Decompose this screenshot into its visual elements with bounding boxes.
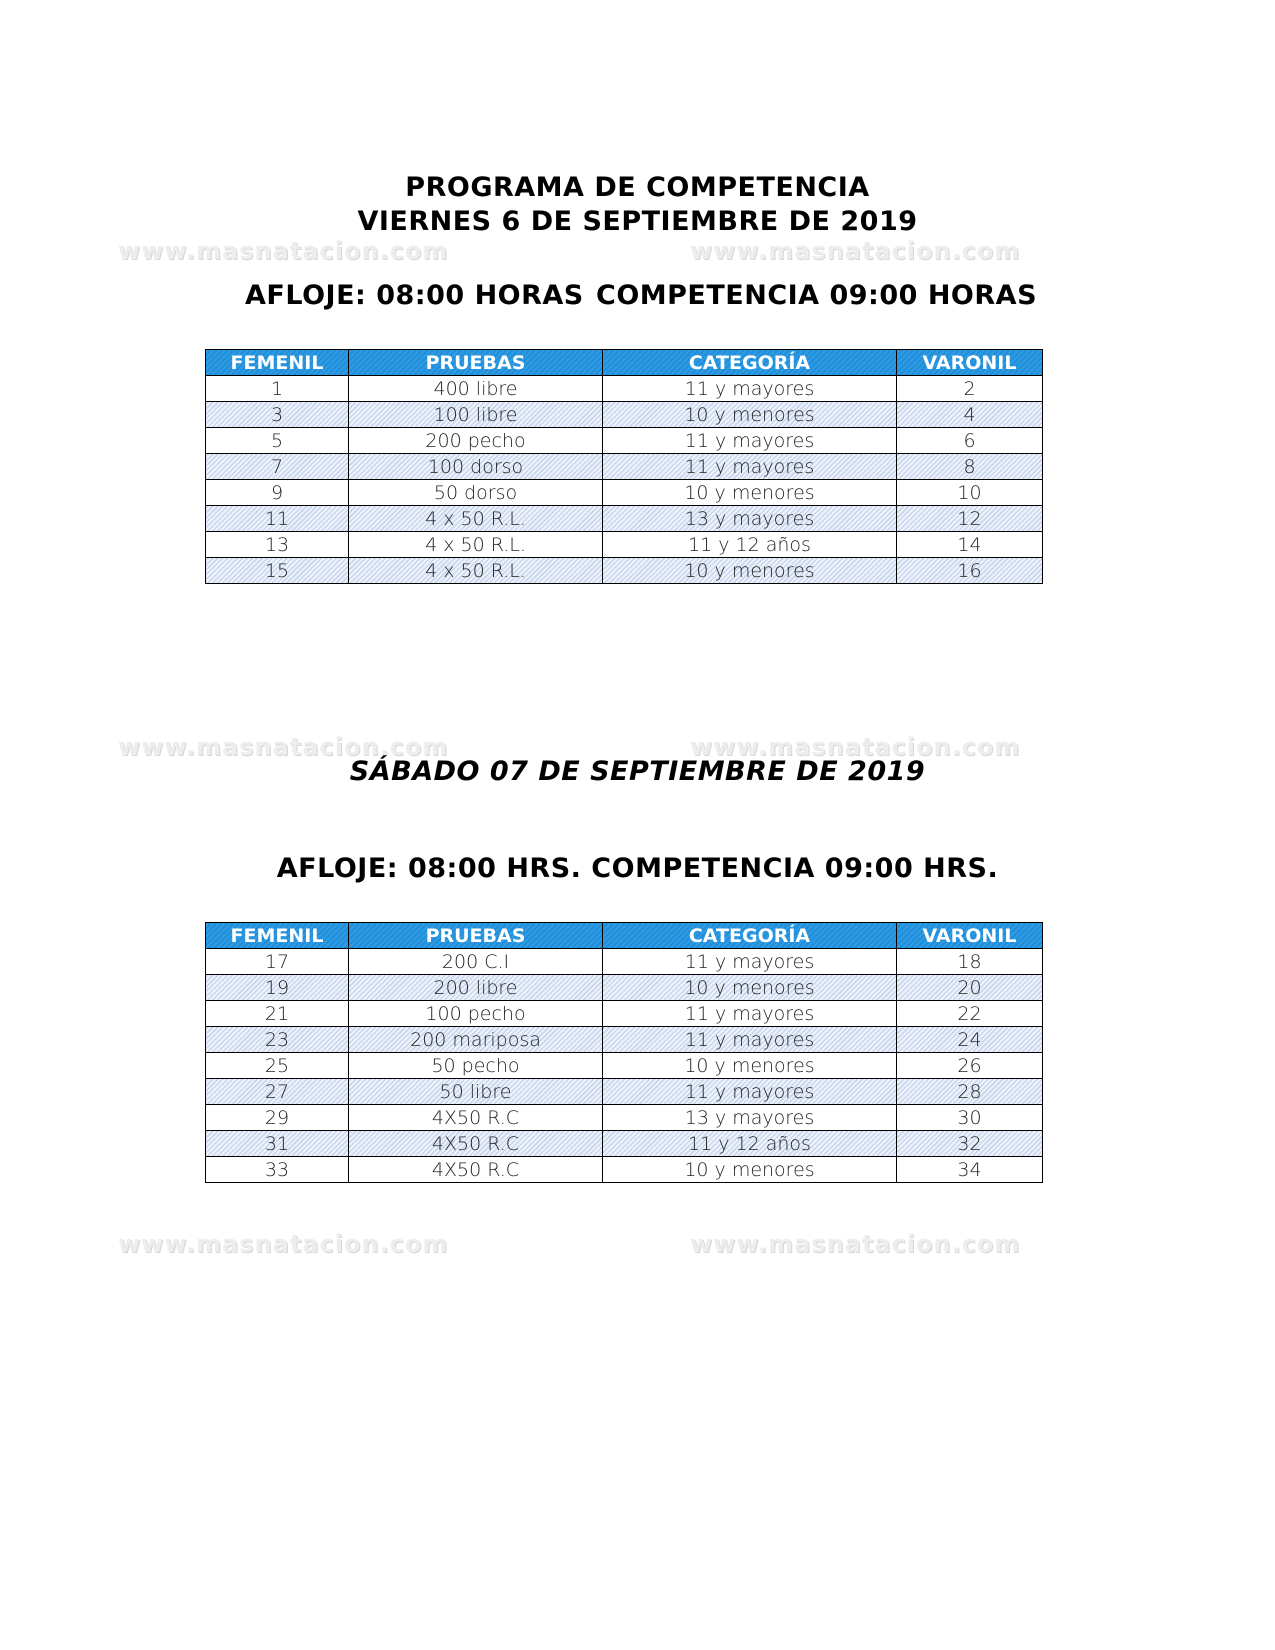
femenil-cell: 27 — [206, 1079, 349, 1105]
day2-schedule: AFLOJE: 08:00 HRS. COMPETENCIA 09:00 HRS. — [276, 853, 999, 884]
femenil-cell: 31 — [206, 1131, 349, 1157]
categoria-cell: 11 y mayores — [603, 428, 897, 454]
varonil-cell: 14 — [897, 532, 1043, 558]
watermark: www.masnatacion.com — [118, 733, 449, 761]
varonil-cell: 28 — [897, 1079, 1043, 1105]
categoria-cell: 11 y mayores — [603, 454, 897, 480]
table-row — [206, 506, 1043, 532]
femenil-cell: 19 — [206, 975, 349, 1001]
prueba-cell: 100 pecho — [349, 1001, 603, 1027]
table-row — [206, 1027, 1043, 1053]
prueba-cell: 4X50 R.C — [349, 1105, 603, 1131]
prueba-cell: 4X50 R.C — [349, 1131, 603, 1157]
table-header-row — [206, 350, 1043, 376]
table-row — [206, 532, 1043, 558]
categoria-cell: 11 y mayores — [603, 1079, 897, 1105]
day2-date: SÁBADO 07 DE SEPTIEMBRE DE 2019 — [349, 756, 926, 787]
prueba-cell: 400 libre — [349, 376, 603, 402]
prueba-cell: 200 pecho — [349, 428, 603, 454]
prueba-cell: 4 x 50 R.L. — [349, 506, 603, 532]
femenil-cell: 33 — [206, 1157, 349, 1183]
table-row — [206, 949, 1043, 975]
watermark: www.masnatacion.com — [690, 237, 1021, 265]
watermark: www.masnatacion.com — [690, 1230, 1021, 1258]
watermark: www.masnatacion.com — [118, 237, 449, 265]
page-title: PROGRAMA DE COMPETENCIA — [405, 172, 870, 203]
table-row — [206, 402, 1043, 428]
categoria-cell: 10 y menores — [603, 1053, 897, 1079]
table-row — [206, 1053, 1043, 1079]
categoria-cell: 11 y 12 años — [603, 532, 897, 558]
categoria-cell: 11 y 12 años — [603, 1131, 897, 1157]
varonil-cell: 30 — [897, 1105, 1043, 1131]
table-row — [206, 1001, 1043, 1027]
prueba-cell: 4 x 50 R.L. — [349, 532, 603, 558]
femenil-cell: 21 — [206, 1001, 349, 1027]
varonil-cell: 10 — [897, 480, 1043, 506]
prueba-cell: 4 x 50 R.L. — [349, 558, 603, 584]
day1-afloje: AFLOJE: 08:00 HORAS — [245, 280, 584, 311]
femenil-cell: 25 — [206, 1053, 349, 1079]
day1-events-table — [205, 349, 1043, 584]
femenil-cell: 3 — [206, 402, 349, 428]
femenil-cell: 29 — [206, 1105, 349, 1131]
categoria-cell: 11 y mayores — [603, 1001, 897, 1027]
varonil-cell: 8 — [897, 454, 1043, 480]
prueba-cell: 200 C.I — [349, 949, 603, 975]
prueba-cell: 100 libre — [349, 402, 603, 428]
femenil-cell: 23 — [206, 1027, 349, 1053]
femenil-cell: 9 — [206, 480, 349, 506]
varonil-cell: 20 — [897, 975, 1043, 1001]
prueba-cell: 200 mariposa — [349, 1027, 603, 1053]
categoria-cell: 13 y mayores — [603, 1105, 897, 1131]
day2-events-table — [205, 922, 1043, 1183]
table-row — [206, 1157, 1043, 1183]
prueba-cell: 4X50 R.C — [349, 1157, 603, 1183]
categoria-cell: 10 y menores — [603, 402, 897, 428]
table-row — [206, 1105, 1043, 1131]
femenil-cell: 15 — [206, 558, 349, 584]
prueba-cell: 50 pecho — [349, 1053, 603, 1079]
varonil-cell: 22 — [897, 1001, 1043, 1027]
varonil-cell: 24 — [897, 1027, 1043, 1053]
varonil-cell: 18 — [897, 949, 1043, 975]
categoria-cell: 11 y mayores — [603, 376, 897, 402]
varonil-cell: 4 — [897, 402, 1043, 428]
categoria-cell: 10 y menores — [603, 975, 897, 1001]
day1-schedule — [0, 280, 1275, 316]
col-categoria-header: CATEGORÍA — [603, 923, 897, 949]
prueba-cell: 50 libre — [349, 1079, 603, 1105]
day1-competencia: COMPETENCIA 09:00 HORAS — [596, 280, 1038, 311]
col-femenil-header: FEMENIL — [206, 350, 349, 376]
femenil-cell: 17 — [206, 949, 349, 975]
categoria-cell: 13 y mayores — [603, 506, 897, 532]
varonil-cell: 26 — [897, 1053, 1043, 1079]
table-row — [206, 376, 1043, 402]
femenil-cell: 13 — [206, 532, 349, 558]
table-row — [206, 480, 1043, 506]
day1-date: VIERNES 6 DE SEPTIEMBRE DE 2019 — [357, 206, 918, 237]
prueba-cell: 50 dorso — [349, 480, 603, 506]
table-row — [206, 558, 1043, 584]
col-pruebas-header: PRUEBAS — [349, 350, 603, 376]
table-row — [206, 975, 1043, 1001]
table-row — [206, 1079, 1043, 1105]
watermark: www.masnatacion.com — [690, 733, 1021, 761]
varonil-cell: 12 — [897, 506, 1043, 532]
table-row — [206, 428, 1043, 454]
categoria-cell: 10 y menores — [603, 480, 897, 506]
femenil-cell: 5 — [206, 428, 349, 454]
col-varonil-header: VARONIL — [897, 923, 1043, 949]
femenil-cell: 11 — [206, 506, 349, 532]
varonil-cell: 2 — [897, 376, 1043, 402]
col-femenil-header: FEMENIL — [206, 923, 349, 949]
categoria-cell: 10 y menores — [603, 558, 897, 584]
prueba-cell: 100 dorso — [349, 454, 603, 480]
table-header-row — [206, 923, 1043, 949]
varonil-cell: 32 — [897, 1131, 1043, 1157]
categoria-cell: 11 y mayores — [603, 1027, 897, 1053]
col-pruebas-header: PRUEBAS — [349, 923, 603, 949]
col-varonil-header: VARONIL — [897, 350, 1043, 376]
prueba-cell: 200 libre — [349, 975, 603, 1001]
col-categoria-header: CATEGORÍA — [603, 350, 897, 376]
table-row — [206, 454, 1043, 480]
femenil-cell: 1 — [206, 376, 349, 402]
table-row — [206, 1131, 1043, 1157]
categoria-cell: 11 y mayores — [603, 949, 897, 975]
femenil-cell: 7 — [206, 454, 349, 480]
varonil-cell: 16 — [897, 558, 1043, 584]
varonil-cell: 34 — [897, 1157, 1043, 1183]
categoria-cell: 10 y menores — [603, 1157, 897, 1183]
watermark: www.masnatacion.com — [118, 1230, 449, 1258]
varonil-cell: 6 — [897, 428, 1043, 454]
